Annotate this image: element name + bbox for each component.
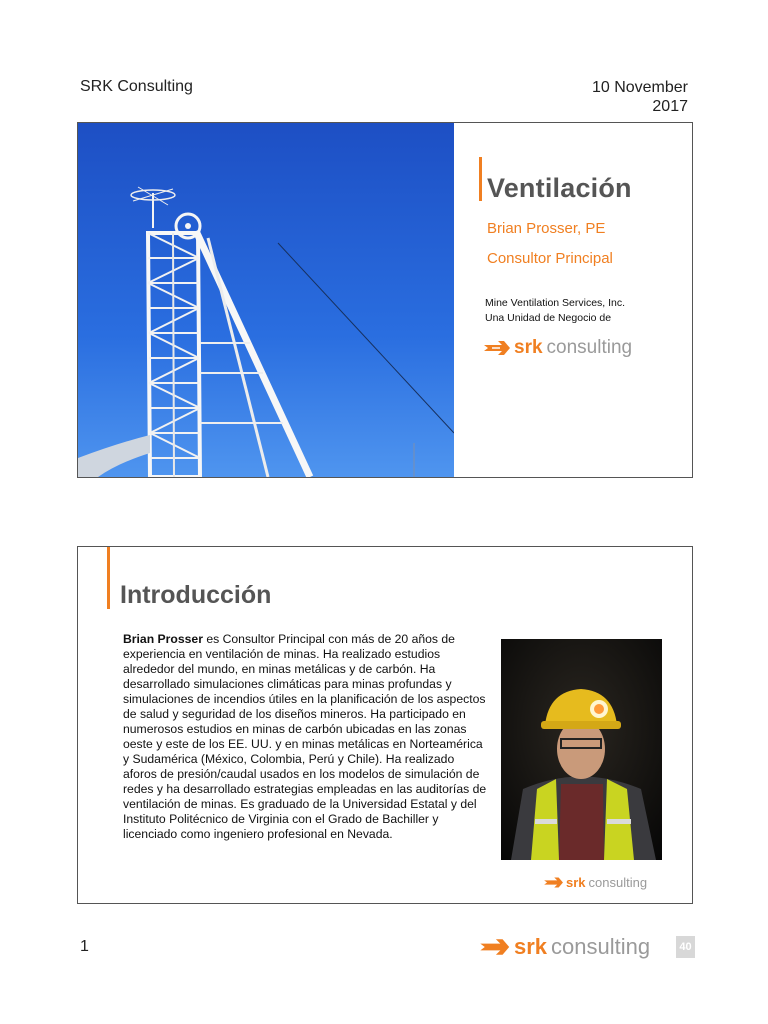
presenter-name: Brian Prosser, PE (487, 220, 606, 237)
slide-title: Introducción (120, 581, 272, 609)
biography-name: Brian Prosser (123, 632, 203, 646)
logo-srk-text: srk (566, 875, 586, 890)
company-line-2: Una Unidad de Negocio de (485, 312, 612, 324)
document-header-company: SRK Consulting (80, 78, 193, 95)
document-header-date (592, 78, 688, 116)
slide-title: Ventilación (487, 173, 632, 203)
company-line-1: Mine Ventilation Services, Inc. (485, 297, 626, 309)
date-line-2: 2017 (652, 98, 688, 115)
srk-consulting-footer-logo (480, 934, 650, 960)
logo-srk-text: srk (514, 337, 543, 358)
title-accent-bar (479, 157, 482, 201)
title-accent-bar (107, 547, 110, 609)
mine-headframe-photo (78, 123, 454, 477)
slide-2-introduction (77, 546, 693, 904)
logo-consulting-text: consulting (588, 875, 648, 890)
date-line-1: 10 November (591, 79, 688, 96)
srk-consulting-logo-small (544, 875, 647, 890)
page-number: 1 (80, 938, 89, 955)
logo-consulting-text: consulting (546, 337, 633, 358)
biography-paragraph (123, 632, 489, 842)
anniversary-40-badge: 40 (676, 936, 695, 958)
biography-text: es Consultor Principal con más de 20 años de experiencia en ventilación de minas. Ha realizado estudios alrededor del mundo, en minas metálicas y de carbón. Ha desarrollado simulaciones climáticas para minas profundas y simulaciones de incendios útiles en la planificación de los aspectos de salud y seguridad de los diseños mineros. Ha participado en numerosos estudios en minas de carbón ubicadas en las zonas oeste y este de los EE. UU. y en minas metálicas en Norteamérica y Sudamérica (México, Colombia, Perú y Chile). Ha realizado aforos de presión/caudal usados en los modelos de simulación de redes y ha desarrollado estrategias empleadas en las auditorías de ventilación de minas. Es graduado de la Universidad Estatal y del Instituto Politécnico de Virginia con el Grado de Bachiller y licenciado como ingeniero profesional en Nevada. (123, 632, 487, 841)
presenter-role: Consultor Principal (487, 250, 613, 267)
logo-srk-text: srk (514, 934, 548, 959)
presenter-portrait-photo (501, 639, 662, 860)
slide-1-title (77, 122, 693, 478)
srk-consulting-logo (484, 337, 632, 359)
srk-arrow-icon (480, 937, 514, 957)
logo-consulting-text: consulting (551, 934, 651, 959)
srk-arrow-icon (544, 876, 566, 889)
srk-arrow-icon (484, 339, 514, 357)
